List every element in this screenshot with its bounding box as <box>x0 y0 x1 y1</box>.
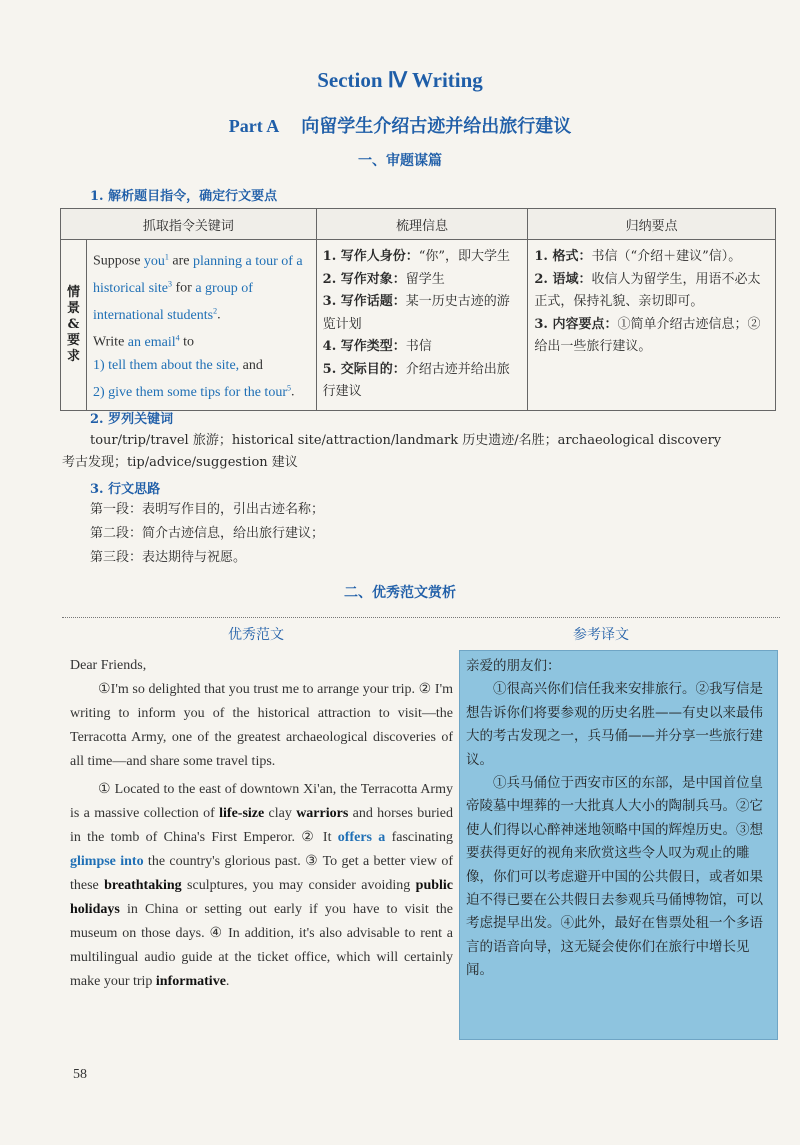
requirements-table <box>60 208 776 411</box>
info-item: 5. 交际目的：介绍古迹并给出旅行建议 <box>322 361 510 399</box>
points-cell <box>528 240 776 411</box>
table-header-row <box>61 209 776 240</box>
step1-heading: 1. 解析题目指令，确定行文要点 <box>90 189 278 204</box>
point-item: 2. 语域：收信人为留学生，用语不必太正式，保持礼貌、亲切即可。 <box>534 271 761 309</box>
point-item: 1. 格式：书信（“介绍＋建议”信）。 <box>534 249 742 264</box>
prompt-cell: Suppose you$^1$ are planning a tour of a historical site$^3$ for a group of international students$^2$. Write an email$^4$ to 1) tell them about the site, and 2) give them some tips for the tour$^5$. <box>86 240 316 411</box>
side-char: 求 <box>66 349 80 365</box>
essay-paragraph-1: ①I'm so delighted that you trust me to arrange your trip. ② I'm writing to inform you of the historical attraction to visit—the Terracotta Army, one of the greatest archaeological discoveries of all time—and share some travel tips. <box>70 682 453 769</box>
info-cell <box>316 240 528 411</box>
table-header-info: 梳理信息 <box>316 209 528 240</box>
side-char: 要 <box>66 333 80 349</box>
model-essay-heading: 优秀范文 <box>228 627 284 643</box>
step3-heading: 3. 行文思路 <box>90 482 161 497</box>
translation-paragraph-1: ①很高兴你们信任我来安排旅行。②我写信是想告诉你们将要参观的历史名胜——有史以来最伟大的考古发现之一，兵马俑——并分享一些旅行建议。 <box>466 681 763 768</box>
heading-appreciation: 二、优秀范文赏析 <box>344 585 456 601</box>
essay-paragraph-2: ① Located to the east of downtown Xi'an, the Terracotta Army is a massive collection of life-size clay warriors and horses buried in the tomb of China's First Emperor. ② It offers a fascinating glimpse into the country's glorious past. ③ To get a better view of these breathtaking sculptures, you may consider avoiding public holidays in China or setting out early if you have to visit the museum on those days. ④ In addition, it's also advisable to rent a multilingual audio guide at the ticket office, which will certainly make your trip informative. <box>70 782 454 989</box>
keywords-line: tour/trip/travel 旅游；historical site/attraction/landmark 历史遗迹/名胜；archaeological discovery <box>90 433 722 448</box>
outline-item: 第二段：简介古迹信息，给出旅行建议； <box>90 526 325 541</box>
table-header-points: 归纳要点 <box>528 209 776 240</box>
translation-box <box>459 650 778 1040</box>
part-label: Part A <box>228 116 280 136</box>
essay-salutation: Dear Friends, <box>70 658 147 673</box>
side-label <box>61 240 87 411</box>
part-topic: 向留学生介绍古迹并给出旅行建议 <box>301 116 572 137</box>
part-title <box>0 112 800 138</box>
info-item: 2. 写作对象：留学生 <box>322 271 445 287</box>
model-essay <box>70 654 453 994</box>
outline-item: 第一段：表明写作目的，引出古迹名称； <box>90 502 325 517</box>
keywords-line: 考古发现；tip/advice/suggestion 建议 <box>62 455 298 470</box>
table-row <box>61 240 776 411</box>
side-char: 情 <box>66 285 80 301</box>
translation-salutation: 亲爱的朋友们： <box>466 658 561 674</box>
step2-heading: 2. 罗列关键词 <box>90 412 174 427</box>
heading-analysis: 一、审题谋篇 <box>358 153 442 169</box>
info-item: 1. 写作人身份：“你”，即大学生 <box>322 249 511 264</box>
info-item: 4. 写作类型：书信 <box>322 339 432 354</box>
side-char: & <box>67 317 80 333</box>
info-item: 3. 写作话题：某一历史古迹的游览计划 <box>322 294 510 332</box>
point-item: 3. 内容要点：①简单介绍古迹信息；②给出一些旅行建议。 <box>534 316 761 354</box>
page-number: 58 <box>73 1067 87 1082</box>
outline-list <box>90 498 324 570</box>
outline-item: 第三段：表达期待与祝愿。 <box>90 550 247 565</box>
table-header-keywords: 抓取指令关键词 <box>61 209 317 240</box>
divider <box>62 617 780 618</box>
translation-paragraph-2: ①兵马俑位于西安市区的东部，是中国首位皇帝陵墓中埋葬的一大批真人大小的陶制兵马。②它使人们得以心醉神迷地领略中国的辉煌历史。③想要获得更好的视角来欣赏这些令人叹为观止的雕像，你们可以考虑避开中国的公共假日，或者如果迫不得已要在公共假日去参观兵马俑博物馆，可以考虑提早出发。④此外，最好在售票处租一个多语言的语音向导，这无疑会使你们在旅行中增长见闻。 <box>466 775 763 979</box>
translation-heading: 参考译文 <box>573 627 629 643</box>
section-title: Section Ⅳ Writing <box>317 68 483 92</box>
side-char: 景 <box>66 301 80 317</box>
